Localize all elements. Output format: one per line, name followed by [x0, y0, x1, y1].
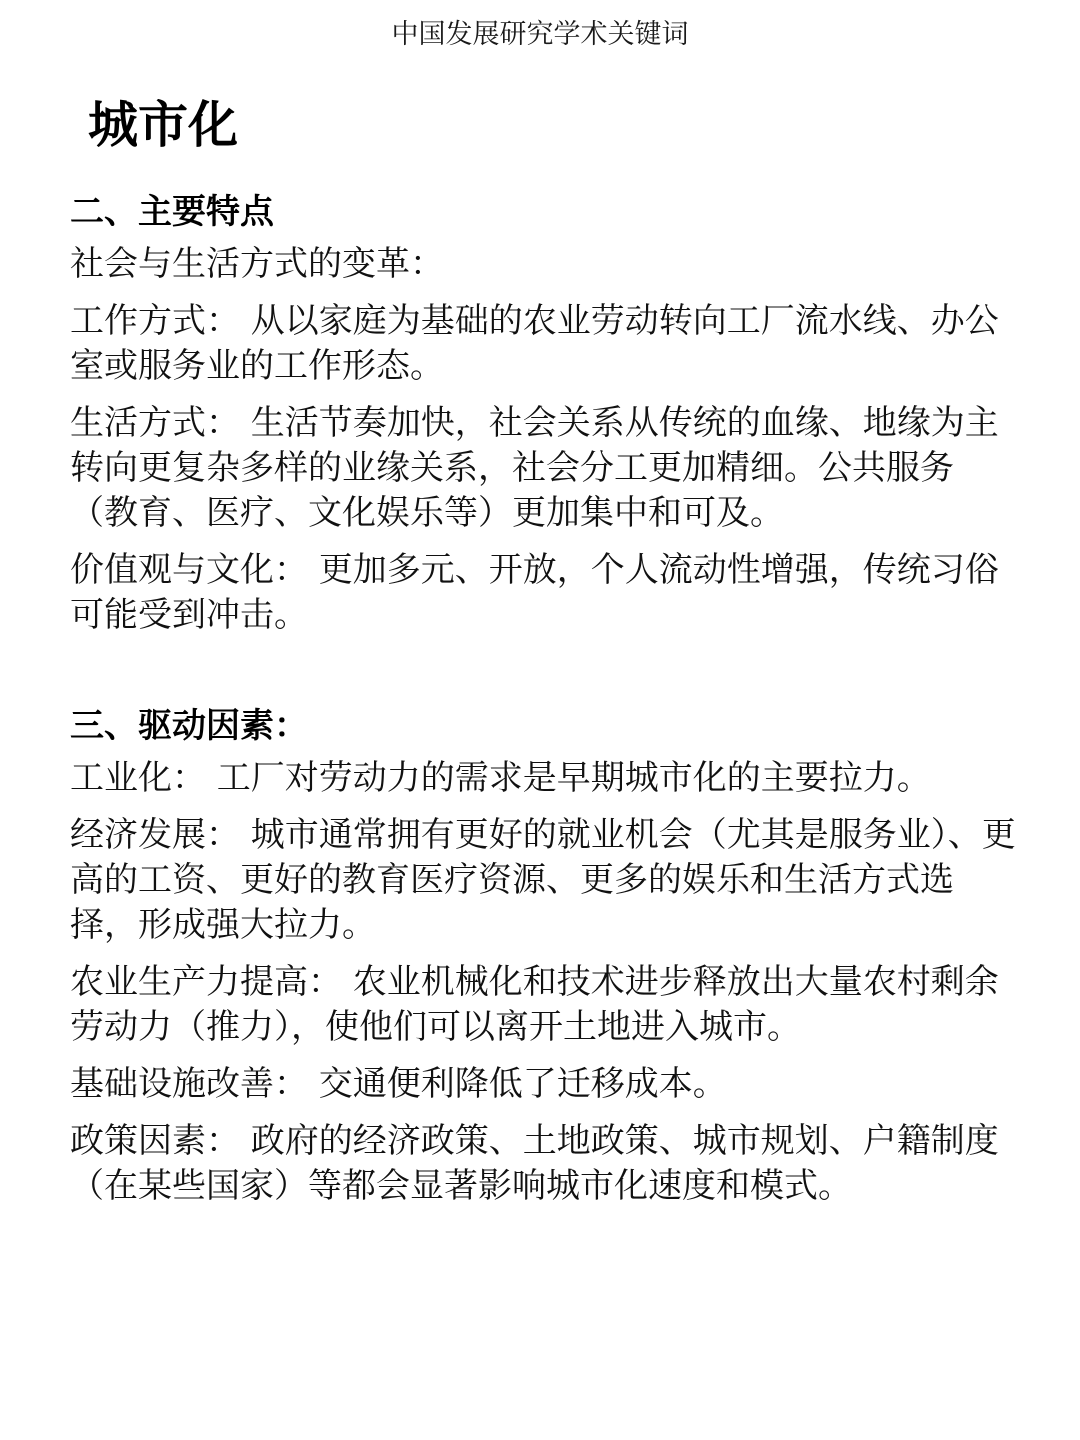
document-body — [70, 188, 1020, 1221]
document-title: 城市化 — [88, 96, 238, 154]
section-heading: 三、驱动因素： — [70, 706, 308, 746]
paragraph: 农业生产力提高： 农业机械化和技术进步释放出大量农村剩余劳动力（推力），使他们可以离开土地进入城市。 — [70, 962, 999, 1047]
paragraph: 社会与生活方式的变革： — [70, 244, 444, 284]
paragraph: 工作方式： 从以家庭为基础的农业劳动转向工厂流水线、办公室或服务业的工作形态。 — [70, 301, 999, 386]
paragraph: 工业化： 工厂对劳动力的需求是早期城市化的主要拉力。 — [70, 758, 931, 798]
section-heading: 二、主要特点 — [70, 192, 274, 232]
paragraph: 生活方式： 生活节奏加快，社会关系从传统的血缘、地缘为主转向更复杂多样的业缘关系，社会分工更加精细。公共服务（教育、医疗、文化娱乐等）更加集中和可及。 — [70, 403, 999, 533]
paragraph: 价值观与文化： 更加多元、开放，个人流动性增强，传统习俗可能受到冲击。 — [70, 550, 999, 635]
page-header: 中国发展研究学术关键词 — [391, 19, 689, 50]
section-driving-factors — [70, 702, 1020, 1209]
paragraph: 基础设施改善： 交通便利降低了迁移成本。 — [70, 1064, 727, 1104]
paragraph: 政策因素： 政府的经济政策、土地政策、城市规划、户籍制度（在某些国家）等都会显著影响城市化速度和模式。 — [70, 1121, 999, 1206]
paragraph: 经济发展： 城市通常拥有更好的就业机会（尤其是服务业）、更高的工资、更好的教育医疗资源、更多的娱乐和生活方式选择，形成强大拉力。 — [70, 815, 1016, 945]
section-main-features — [70, 188, 1020, 638]
